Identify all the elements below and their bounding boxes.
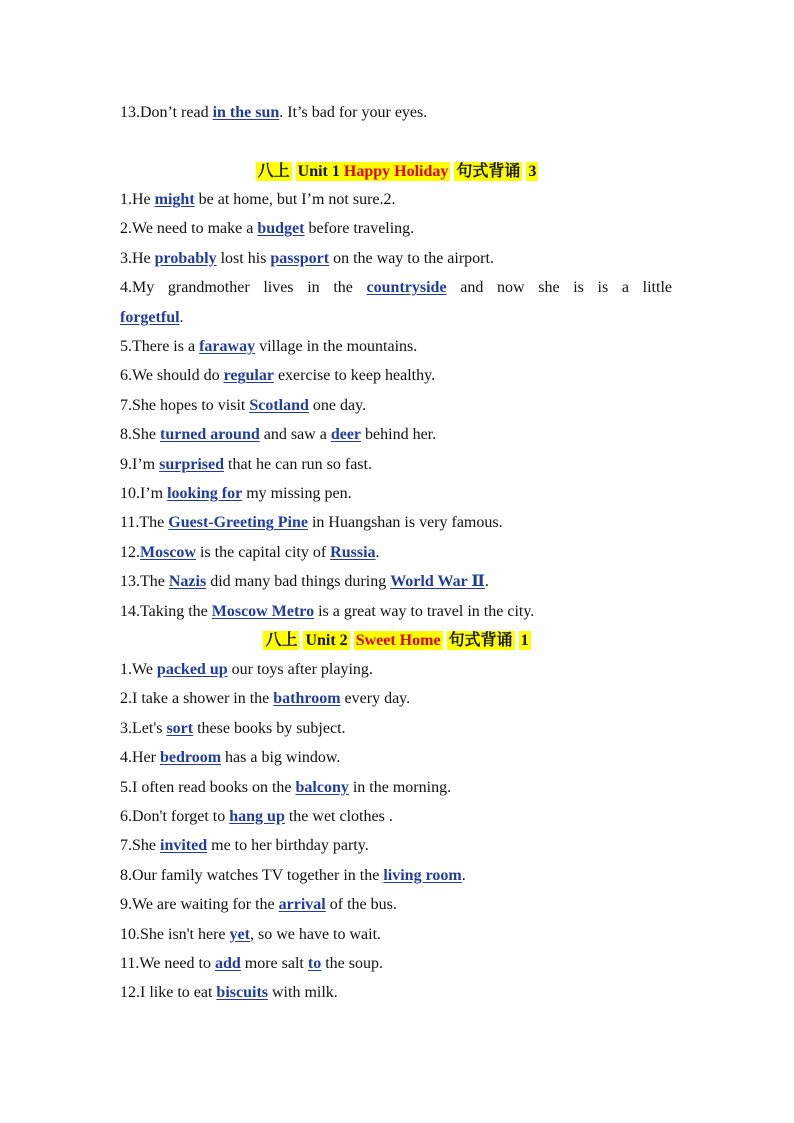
- answer-text: deer: [330, 426, 362, 444]
- sentence-line: [120, 366, 672, 386]
- sentence-line: [120, 954, 672, 974]
- sentence-line: [120, 103, 672, 123]
- sentence-text: 8.Our family watches TV together in the: [120, 866, 384, 884]
- sentence-line: [120, 895, 672, 915]
- sentence-text: 4.Her: [120, 749, 160, 767]
- sentence-text: these books by subject.: [193, 719, 346, 737]
- sentence-text: 13.Don’t read: [120, 104, 213, 121]
- heading-label: 句式背诵: [456, 163, 521, 180]
- answer-text: Moscow: [140, 543, 196, 561]
- sentence-text: 5.I often read books on the: [120, 778, 296, 796]
- sentence-text: .: [179, 308, 184, 326]
- sentence-line: [120, 866, 672, 886]
- sentence-text: is a great way to travel in the city.: [314, 602, 535, 620]
- answer-text: living room: [383, 866, 462, 884]
- sentence-text: .: [484, 573, 489, 591]
- answer-text: Moscow Metro: [211, 602, 315, 620]
- answer-text: hang up: [229, 808, 285, 825]
- heading-number: 1: [520, 632, 529, 649]
- sentence-text: 1.He: [120, 191, 155, 208]
- sentence-line: [120, 660, 672, 680]
- answer-text: yet: [229, 925, 250, 943]
- sentence-line: [120, 748, 672, 768]
- sentence-line: [120, 190, 672, 210]
- heading-unit-title: Happy Holiday: [343, 163, 449, 180]
- sentence-text: 3.Let's: [120, 719, 167, 737]
- answer-text: forgetful: [120, 308, 180, 326]
- answer-text: budget: [257, 220, 305, 238]
- answer-text: Russia: [330, 543, 376, 561]
- sentence-line: [120, 219, 672, 239]
- sentence-text: more salt: [240, 955, 308, 972]
- sentence-text: and saw a: [259, 426, 331, 444]
- sentence-line: [120, 689, 672, 709]
- answer-text: bedroom: [159, 749, 222, 767]
- sentence-text: and now she is is a little: [446, 279, 672, 297]
- sentence-line: [120, 983, 672, 1003]
- sentence-text: my missing pen.: [242, 485, 352, 502]
- sentence-line: [120, 925, 672, 945]
- sentence-text: has a big window.: [221, 749, 341, 767]
- sentence-line: [120, 308, 672, 328]
- sentence-text: behind her.: [361, 426, 437, 444]
- heading-unit-title: Sweet Home: [355, 632, 441, 649]
- sentence-text: is the capital city of: [195, 543, 331, 561]
- sentence-text: 4.My grandmother lives in the: [120, 279, 367, 297]
- answer-text: Guest-Greeting Pine: [168, 514, 308, 532]
- sentence-text: 12.: [120, 543, 140, 561]
- sentence-text: 6.We should do: [120, 367, 224, 385]
- heading-number: 3: [528, 163, 537, 180]
- sentence-text: that he can run so fast.: [224, 455, 372, 473]
- sentence-line: [120, 513, 672, 533]
- sentence-text: 12.I like to eat: [120, 984, 217, 1002]
- answer-text: Nazis: [168, 573, 207, 591]
- sentence-text: 9.We are waiting for the: [120, 896, 279, 914]
- sentence-text: 8.She: [120, 426, 160, 444]
- heading-grade: 八上: [257, 163, 290, 180]
- answer-text: regular: [223, 367, 274, 385]
- sentence-text: on the way to the airport.: [329, 249, 494, 267]
- sentence-text: did many bad things during: [206, 573, 391, 591]
- sentence-text: 3.He: [120, 249, 155, 267]
- sentence-text: be at home, but I’m not sure.2.: [194, 191, 396, 208]
- sentence-text: 7.She: [120, 837, 160, 855]
- heading-unit: Unit 2: [305, 632, 348, 649]
- heading-unit: Unit 1: [297, 163, 340, 180]
- sentence-text: lost his: [216, 249, 271, 267]
- sentence-text: , so we have to wait.: [249, 925, 382, 943]
- answer-text: sort: [166, 719, 194, 737]
- sentence-text: 11.We need to: [120, 955, 215, 972]
- answer-text: bathroom: [273, 690, 341, 708]
- sentence-text: 2.I take a shower in the: [120, 690, 274, 708]
- heading-grade: 八上: [265, 632, 298, 649]
- sentence-line: [120, 572, 672, 592]
- sentence-text: 11.The: [120, 514, 169, 532]
- sentence-line: [120, 719, 672, 739]
- sentence-text: 10.I’m: [120, 485, 168, 502]
- sentence-line: [120, 543, 672, 563]
- unit2-heading: [0, 630, 794, 652]
- answer-text: might: [154, 191, 195, 208]
- answer-text: packed up: [156, 661, 228, 678]
- sentence-text: 7.She hopes to visit: [120, 396, 250, 414]
- answer-text: faraway: [199, 338, 256, 355]
- sentence-text: exercise to keep healthy.: [273, 367, 436, 385]
- sentence-text: of the bus.: [325, 896, 397, 914]
- sentence-text: before traveling.: [304, 220, 415, 238]
- answer-text: turned around: [160, 426, 260, 444]
- sentence-text: .: [461, 866, 466, 884]
- sentence-text: 9.I’m: [120, 455, 160, 473]
- sentence-text: the wet clothes .: [284, 808, 393, 825]
- sentence-line: [120, 836, 672, 856]
- sentence-text: 10.She isn't here: [120, 925, 230, 943]
- sentence-text: in Huangshan is very famous.: [307, 514, 503, 532]
- answer-text: balcony: [295, 778, 349, 796]
- sentence-text: 5.There is a: [120, 338, 200, 355]
- sentence-line: [120, 278, 672, 298]
- sentence-text: our toys after playing.: [227, 661, 373, 678]
- sentence-line: [120, 484, 672, 504]
- answer-text: arrival: [278, 896, 326, 914]
- sentence-line: [120, 425, 672, 445]
- sentence-text: 13.The: [120, 573, 169, 591]
- sentence-text: me to her birthday party.: [207, 837, 369, 855]
- sentence-text: .: [375, 543, 380, 561]
- answer-text: surprised: [159, 455, 225, 473]
- answer-text: to: [307, 955, 322, 972]
- sentence-text: village in the mountains.: [255, 338, 418, 355]
- sentence-text: . It’s bad for your eyes.: [279, 104, 428, 121]
- answer-text: probably: [154, 249, 217, 267]
- sentence-line: [120, 337, 672, 357]
- sentence-text: 2.We need to make a: [120, 220, 258, 238]
- sentence-line: [120, 807, 672, 827]
- sentence-text: one day.: [308, 396, 367, 414]
- answer-text: looking for: [167, 485, 243, 502]
- sentence-line: [120, 602, 672, 622]
- sentence-text: every day.: [340, 690, 411, 708]
- sentence-line: [120, 396, 672, 416]
- answer-text: add: [214, 955, 241, 972]
- sentence-line: [120, 778, 672, 798]
- sentence-line: [120, 455, 672, 475]
- answer-text: countryside: [366, 279, 447, 297]
- sentence-text: 14.Taking the: [120, 602, 212, 620]
- answer-text: Scotland: [249, 396, 309, 414]
- sentence-line: [120, 249, 672, 269]
- sentence-text: with milk.: [268, 984, 338, 1002]
- answer-text: in the sun: [212, 104, 280, 121]
- answer-text: World War Ⅱ: [390, 573, 485, 591]
- sentence-text: 1.We: [120, 661, 157, 678]
- answer-text: invited: [160, 837, 208, 855]
- unit1-heading: [0, 161, 794, 183]
- heading-label: 句式背诵: [448, 632, 513, 649]
- sentence-text: 6.Don't forget to: [120, 808, 230, 825]
- sentence-text: the soup.: [321, 955, 383, 972]
- answer-text: biscuits: [216, 984, 268, 1002]
- sentence-text: in the morning.: [348, 778, 452, 796]
- answer-text: passport: [270, 249, 330, 267]
